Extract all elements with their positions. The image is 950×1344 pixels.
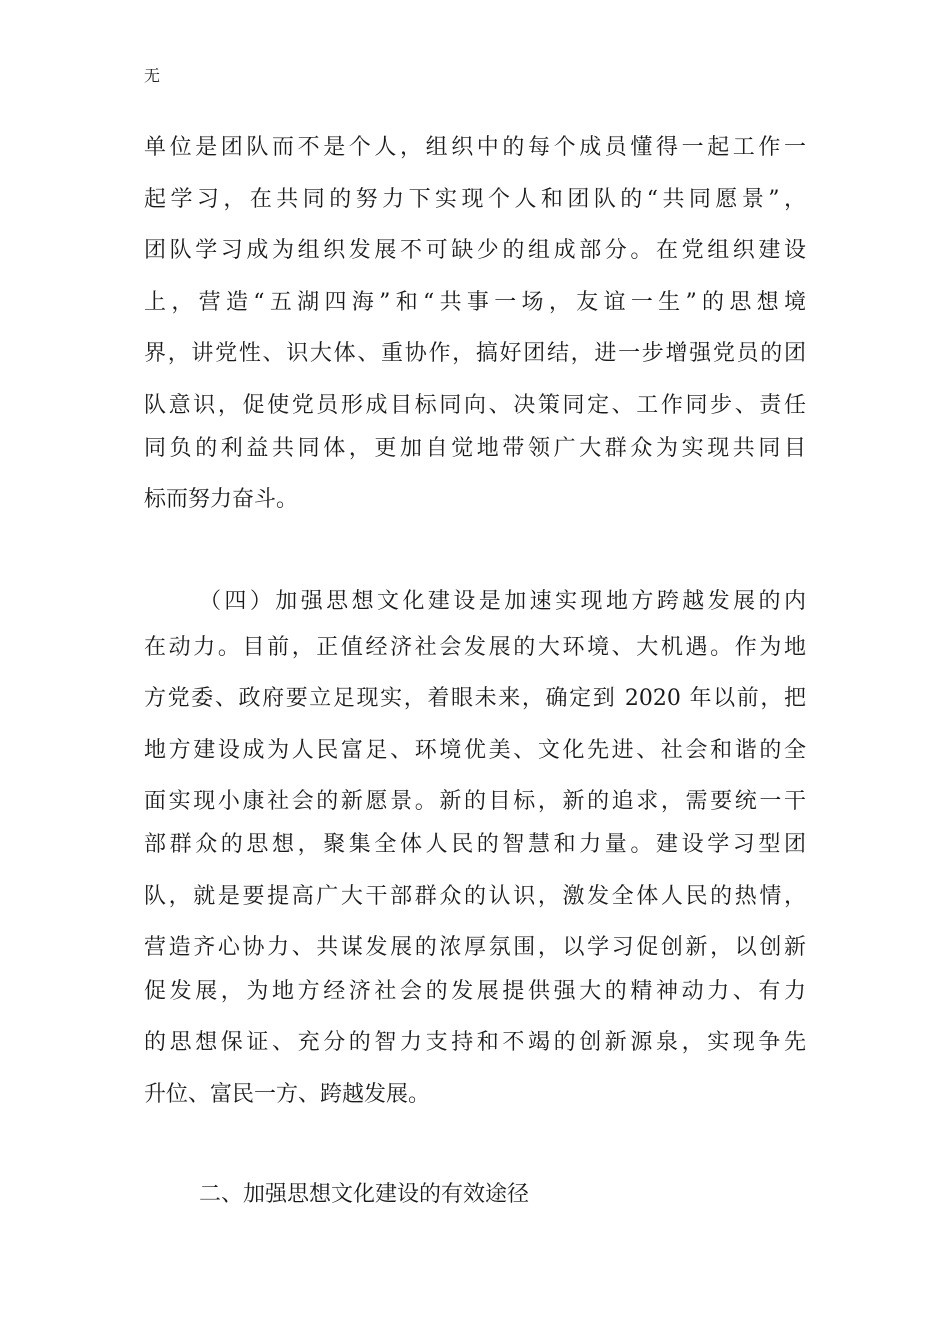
text-line: 队意识，促使党员形成目标同向、决策同定、工作同步、责任 — [144, 393, 806, 418]
text-line: 方党委、政府要立足现实，着眼未来，确定到 2020 年以前，把 — [144, 686, 806, 711]
text-line: 升位、富民一方、跨越发展。 — [144, 1082, 431, 1107]
page-header: 无 — [144, 66, 161, 85]
text-line: 标而努力奋斗。 — [144, 487, 299, 512]
text-line: 的思想保证、充分的智力支持和不竭的创新源泉，实现争先 — [144, 1030, 806, 1055]
text-line: 同负的利益共同体，更加自觉地带领广大群众为实现共同目 — [144, 436, 806, 461]
heading-text: 二、加强思想文化建设的有效途径 — [199, 1182, 530, 1207]
text-line: 营造齐心协力、共谋发展的浓厚氛围，以学习促创新，以创新 — [144, 935, 806, 960]
text-line: 单位是团队而不是个人，组织中的每个成员懂得一起工作一 — [144, 135, 806, 160]
text-line: 地方建设成为人民富足、环境优美、文化先进、社会和谐的全 — [144, 738, 806, 763]
text-line: 上，营造“五湖四海”和“共事一场，友谊一生”的思想境 — [144, 290, 806, 315]
text-line: 队，就是要提高广大干部群众的认识，激发全体人民的热情， — [144, 884, 806, 909]
text-line: 促发展，为地方经济社会的发展提供强大的精神动力、有力 — [144, 979, 806, 1004]
text-line: 起学习，在共同的努力下实现个人和团队的“共同愿景”， — [144, 187, 806, 212]
text-line: 团队学习成为组织发展不可缺少的组成部分。在党组织建设 — [144, 238, 806, 263]
text-line: 部群众的思想，聚集全体人民的智慧和力量。建设学习型团 — [144, 832, 806, 857]
text-line: （四）加强思想文化建设是加速实现地方跨越发展的内 — [199, 589, 806, 614]
text-line: 界，讲党性、识大体、重协作，搞好团结，进一步增强党员的团 — [144, 341, 806, 366]
text-line: 面实现小康社会的新愿景。新的目标，新的追求，需要统一干 — [144, 789, 806, 814]
text-line: 在动力。目前，正值经济社会发展的大环境、大机遇。作为地 — [144, 635, 806, 660]
